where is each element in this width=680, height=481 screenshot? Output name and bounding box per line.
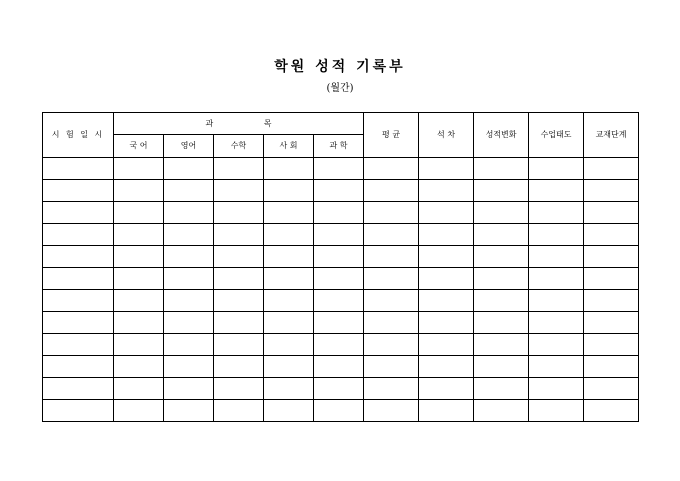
table-cell[interactable] [264,312,314,334]
table-cell[interactable] [43,158,114,180]
table-cell[interactable] [314,180,364,202]
table-cell[interactable] [529,246,584,268]
table-cell[interactable] [584,312,639,334]
table-cell[interactable] [364,268,419,290]
attitude-header: 수업태도 [529,113,584,158]
table-cell[interactable] [419,378,474,400]
table-cell[interactable] [114,400,164,422]
table-cell[interactable] [214,202,264,224]
table-cell[interactable] [314,290,364,312]
table-cell[interactable] [114,158,164,180]
table-cell[interactable] [164,356,214,378]
table-cell[interactable] [419,180,474,202]
table-cell[interactable] [474,224,529,246]
table-cell[interactable] [474,356,529,378]
table-cell[interactable] [584,400,639,422]
table-cell[interactable] [264,400,314,422]
table-cell[interactable] [474,400,529,422]
table-cell[interactable] [114,202,164,224]
table-cell[interactable] [164,180,214,202]
table-cell[interactable] [529,290,584,312]
record-table [42,112,639,422]
table-cell[interactable] [364,312,419,334]
table-row [43,180,639,202]
table-row [43,268,639,290]
subjects-header: 과 목 [114,113,364,135]
table-cell[interactable] [43,290,114,312]
table-cell[interactable] [214,334,264,356]
table-cell[interactable] [164,246,214,268]
table-cell[interactable] [474,334,529,356]
table-cell[interactable] [364,224,419,246]
subject-science-header: 과 학 [314,135,364,158]
textbook-level-header: 교재단계 [584,113,639,158]
subject-social-header: 사 회 [264,135,314,158]
rank-header: 석 차 [419,113,474,158]
table-cell[interactable] [474,378,529,400]
table-cell[interactable] [584,378,639,400]
table-cell[interactable] [314,224,364,246]
table-cell[interactable] [584,202,639,224]
table-cell[interactable] [43,202,114,224]
table-cell[interactable] [264,290,314,312]
table-cell[interactable] [264,268,314,290]
table-cell[interactable] [584,334,639,356]
table-cell[interactable] [214,224,264,246]
table-row [43,400,639,422]
table-cell[interactable] [419,224,474,246]
table-cell[interactable] [214,312,264,334]
table-cell[interactable] [419,158,474,180]
table-cell[interactable] [264,246,314,268]
table-cell[interactable] [474,158,529,180]
table-cell[interactable] [43,334,114,356]
table-cell[interactable] [114,334,164,356]
table-cell[interactable] [114,312,164,334]
table-cell[interactable] [264,334,314,356]
table-cell[interactable] [164,158,214,180]
table-row [43,224,639,246]
table-cell[interactable] [584,180,639,202]
table-cell[interactable] [419,334,474,356]
table-cell[interactable] [264,202,314,224]
table-cell[interactable] [474,268,529,290]
table-cell[interactable] [419,246,474,268]
table-cell[interactable] [364,246,419,268]
table-cell[interactable] [214,246,264,268]
table-cell[interactable] [314,246,364,268]
table-cell[interactable] [164,224,214,246]
table-cell[interactable] [529,334,584,356]
table-cell[interactable] [314,356,364,378]
table-cell[interactable] [529,158,584,180]
table-cell[interactable] [114,268,164,290]
table-cell[interactable] [164,290,214,312]
table-cell[interactable] [114,224,164,246]
table-row [43,290,639,312]
table-cell[interactable] [43,268,114,290]
table-cell[interactable] [264,356,314,378]
subject-english-header: 영어 [164,135,214,158]
table-cell[interactable] [264,378,314,400]
table-cell[interactable] [584,290,639,312]
table-cell[interactable] [419,312,474,334]
table-cell[interactable] [419,356,474,378]
table-cell[interactable] [314,268,364,290]
table-cell[interactable] [419,268,474,290]
table-cell[interactable] [264,224,314,246]
table-cell[interactable] [214,378,264,400]
table-cell[interactable] [419,202,474,224]
table-cell[interactable] [214,180,264,202]
table-cell[interactable] [114,180,164,202]
table-cell[interactable] [314,202,364,224]
table-cell[interactable] [43,224,114,246]
table-cell[interactable] [364,290,419,312]
table-cell[interactable] [114,378,164,400]
table-cell[interactable] [364,202,419,224]
table-cell[interactable] [474,180,529,202]
record-table-body [43,158,639,422]
table-cell[interactable] [214,356,264,378]
table-cell[interactable] [364,158,419,180]
table-cell[interactable] [164,312,214,334]
table-cell[interactable] [314,400,364,422]
table-cell[interactable] [529,202,584,224]
table-cell[interactable] [43,312,114,334]
table-cell[interactable] [529,356,584,378]
table-cell[interactable] [43,180,114,202]
table-cell[interactable] [529,268,584,290]
average-header: 평 균 [364,113,419,158]
table-row [43,378,639,400]
table-cell[interactable] [364,378,419,400]
table-cell[interactable] [214,268,264,290]
table-cell[interactable] [474,290,529,312]
subject-korean-header: 국 어 [114,135,164,158]
table-cell[interactable] [114,246,164,268]
table-cell[interactable] [584,246,639,268]
table-cell[interactable] [529,224,584,246]
table-cell[interactable] [474,202,529,224]
table-cell[interactable] [314,334,364,356]
table-cell[interactable] [364,180,419,202]
table-cell[interactable] [314,158,364,180]
table-row [43,334,639,356]
table-cell[interactable] [529,400,584,422]
table-cell[interactable] [364,356,419,378]
table-cell[interactable] [164,202,214,224]
subject-math-header: 수학 [214,135,264,158]
table-cell[interactable] [264,180,314,202]
table-cell[interactable] [529,312,584,334]
table-cell[interactable] [214,290,264,312]
table-cell[interactable] [43,246,114,268]
table-cell[interactable] [529,378,584,400]
exam-date-header: 시 험 일 시 [43,113,114,158]
table-cell[interactable] [43,378,114,400]
table-cell[interactable] [364,334,419,356]
table-cell[interactable] [419,400,474,422]
table-cell[interactable] [364,400,419,422]
grade-change-header: 성적변화 [474,113,529,158]
table-row [43,158,639,180]
table-cell[interactable] [214,158,264,180]
table-cell[interactable] [114,290,164,312]
table-cell[interactable] [114,356,164,378]
table-cell[interactable] [474,312,529,334]
table-cell[interactable] [314,312,364,334]
table-cell[interactable] [164,268,214,290]
table-cell[interactable] [314,378,364,400]
table-cell[interactable] [584,268,639,290]
table-cell[interactable] [164,334,214,356]
table-row [43,356,639,378]
table-cell[interactable] [43,400,114,422]
table-cell[interactable] [584,356,639,378]
table-cell[interactable] [419,290,474,312]
table-row [43,202,639,224]
table-row [43,312,639,334]
table-cell[interactable] [264,158,314,180]
table-cell[interactable] [164,378,214,400]
table-cell[interactable] [584,158,639,180]
table-cell[interactable] [214,400,264,422]
table-cell[interactable] [43,356,114,378]
table-row [43,246,639,268]
document-title: 학원 성적 기록부 [274,59,406,75]
table-cell[interactable] [584,224,639,246]
table-cell[interactable] [474,246,529,268]
table-cell[interactable] [164,400,214,422]
table-cell[interactable] [529,180,584,202]
document-subtitle: (월간) [326,83,354,94]
